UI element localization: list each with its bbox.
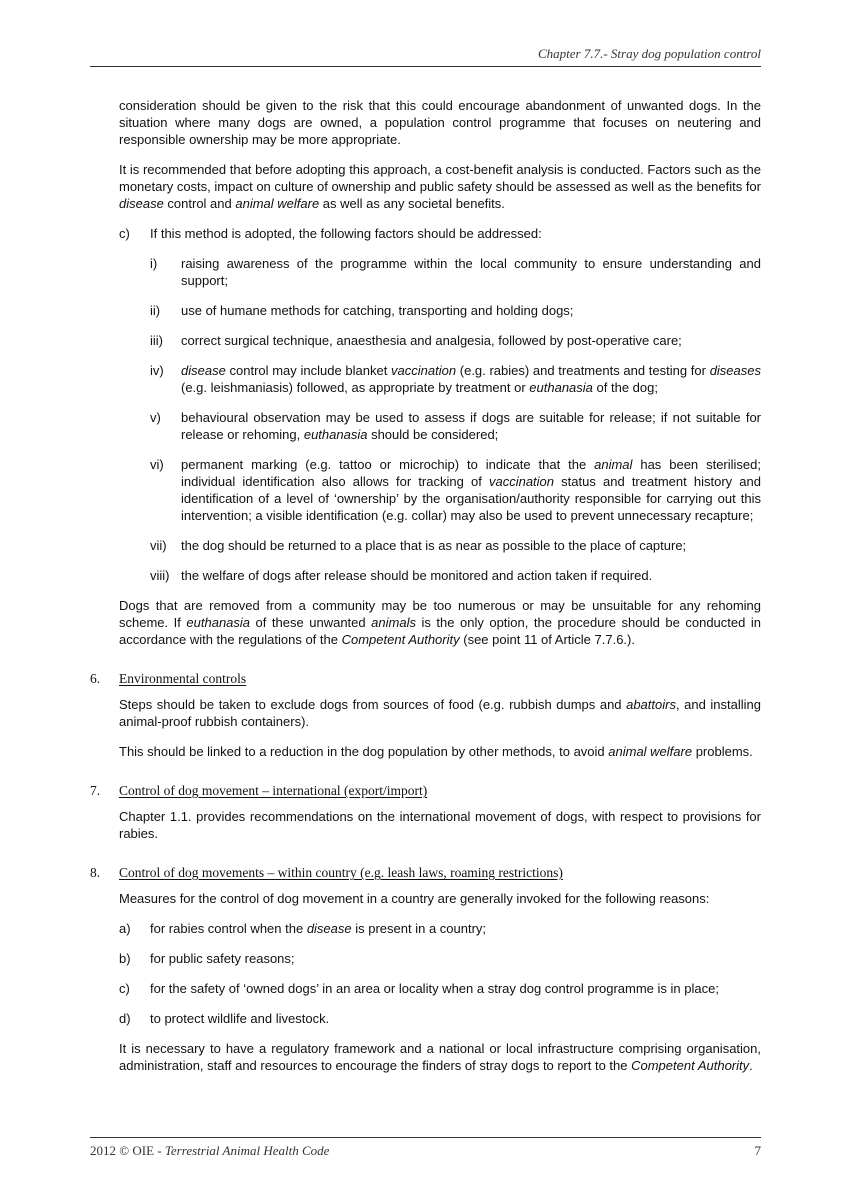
list-label: ii) [150,303,161,318]
defined-term: disease [181,363,226,378]
paragraph-welfare-link [119,743,761,760]
list-label: iii) [150,333,163,348]
text: for rabies control when the [150,921,307,936]
section-title: Environmental controls [119,671,247,686]
text: . [749,1058,753,1073]
page-number: 7 [754,1143,761,1158]
section-title: Control of dog movements – within country (e.g. leash laws, roaming restrictions) [119,865,563,880]
chapter-title: Chapter 7.7.- Stray dog population control [537,46,761,61]
page-footer [90,1143,761,1161]
list-label: a) [119,921,131,936]
list-item-b [119,950,761,967]
subitem-vi [150,456,761,524]
list-item-c [119,225,761,584]
paragraph-food-sources [119,696,761,730]
subitem-v [150,409,761,443]
text: should be considered; [367,427,499,442]
page-header [90,46,761,67]
subitem-text: the welfare of dogs after release should be monitored and action taken if required. [181,568,653,583]
paragraph-cost-benefit [119,161,761,212]
copyright-text: 2012 © OIE - [90,1143,165,1158]
subitem-text: raising awareness of the programme within the local community to ensure understanding and support; [181,256,761,288]
text: , and installing animal-proof rubbish containers). [119,697,761,729]
paragraph-measures-intro: Measures for the control of dog movement in a country are generally invoked for the following reasons: [119,891,710,906]
list-item-text: for the safety of ‘owned dogs’ in an area or locality when a stray dog control programme is in place; [150,981,719,996]
defined-term: euthanasia [186,615,251,630]
page-content [90,97,762,1087]
section-heading-8 [90,864,761,881]
list-label: c) [119,981,130,996]
text: Steps should be taken to exclude dogs from sources of food (e.g. rubbish dumps and [119,697,627,712]
list-label: viii) [150,568,170,583]
list-label: b) [119,951,131,966]
footer-divider [90,1137,761,1138]
section-number: 7. [90,783,101,798]
list-method-factors [119,225,761,584]
defined-term: disease [306,921,352,936]
text: permanent marking (e.g. tattoo or microchip) to indicate that the [181,457,595,472]
defined-term: vaccination [391,363,457,378]
text: status and treatment history and identification of a level of ‘ownership’ by the organisation/authority responsible for carrying out this intervention; a visible identification (e.g. collar) may also be used to prevent unnecessary recapture; [181,474,761,523]
text: (see point 11 of Article 7.7.6.). [459,632,635,647]
list-label: d) [119,1011,131,1026]
list-item-text: If this method is adopted, the following factors should be addressed: [150,226,542,241]
list-item-a [119,920,761,937]
text: It is recommended that before adopting this approach, a cost-benefit analysis is conducted. Factors such as the monetary costs, impact on culture of ownership and public safety should be assessed as well as the benefits for [119,162,761,194]
text: problems. [692,744,753,759]
list-label: i) [150,256,158,271]
text: is the only option, the procedure should be conducted in accordance with the regulations of the [119,615,762,647]
text: of these unwanted [250,615,372,630]
paragraph-regulatory-framework [119,1040,761,1074]
text: It is necessary to have a regulatory framework and a national or local infrastructure comprising organisation, administration, staff and resources to encourage the finders of stray dogs to report to the [119,1041,761,1073]
defined-term: euthanasia [303,427,368,442]
defined-term: animal welfare [235,196,320,211]
code-title: Terrestrial Animal Health Code [164,1143,330,1158]
text: Dogs that are removed from a community may be too numerous or may be unsuitable for any rehoming scheme. If [119,598,761,630]
text: behavioural observation may be used to assess if dogs are suitable for release; if not suitable for release or rehoming, [181,410,761,442]
subitem-text: the dog should be returned to a place that is as near as possible to the place of capture; [181,538,687,553]
subitem-viii [150,567,761,584]
subitem-text: use of humane methods for catching, transporting and holding dogs; [181,303,574,318]
defined-term: disease [119,196,164,211]
section-heading-6 [90,670,761,687]
list-label: iv) [150,363,164,378]
paragraph-removed-dogs [119,597,761,648]
text: has been sterilised; individual identification also allows for tracking of [181,457,761,489]
text: (e.g. rabies) and treatments and testing for [456,363,710,378]
text: is present in a country; [351,921,487,936]
subitem-i [150,255,761,289]
defined-term: abattoirs [626,697,676,712]
text: of the dog; [592,380,658,395]
defined-term: animals [371,615,416,630]
subitem-vii [150,537,761,554]
list-label: c) [119,226,130,241]
list-item-d [119,1010,761,1027]
subitem-ii [150,302,761,319]
defined-term: euthanasia [529,380,593,395]
subitem-iv [150,362,761,396]
list-item-text: to protect wildlife and livestock. [150,1011,330,1026]
section-number: 8. [90,865,101,880]
paragraph-international-movement: Chapter 1.1. provides recommendations on the international movement of dogs, with respect to provisions for rabies. [119,809,761,841]
text: control may include blanket [225,363,392,378]
sublist-factors [150,255,761,584]
list-item-text: for public safety reasons; [150,951,295,966]
text: as well as any societal benefits. [319,196,505,211]
defined-term: vaccination [488,474,555,489]
defined-term: diseases [709,363,761,378]
footer-citation [90,1143,329,1159]
section-heading-7 [90,782,761,799]
text: control and [163,196,236,211]
section-title: Control of dog movement – international (export/import) [119,783,428,798]
defined-term: animal [594,457,633,472]
text: This should be linked to a reduction in the dog population by other methods, to avoid [119,744,609,759]
section-number: 6. [90,671,101,686]
list-label: vii) [150,538,167,553]
defined-term: Competent Authority [341,632,460,647]
list-label: vi) [150,457,164,472]
list-label: v) [150,410,161,425]
defined-term: animal welfare [608,744,693,759]
list-item-c [119,980,761,997]
subitem-text: correct surgical technique, anaesthesia and analgesia, followed by post-operative care; [181,333,682,348]
list-reasons [119,920,761,1027]
subitem-iii [150,332,761,349]
defined-term: Competent Authority [631,1058,750,1073]
text: (e.g. leishmaniasis) followed, as appropriate by treatment or [181,380,530,395]
paragraph-abandonment: consideration should be given to the risk that this could encourage abandonment of unwanted dogs. In the situation where many dogs are owned, a population control programme that focuses on neutering and responsible ownership may be more appropriate. [119,98,761,147]
